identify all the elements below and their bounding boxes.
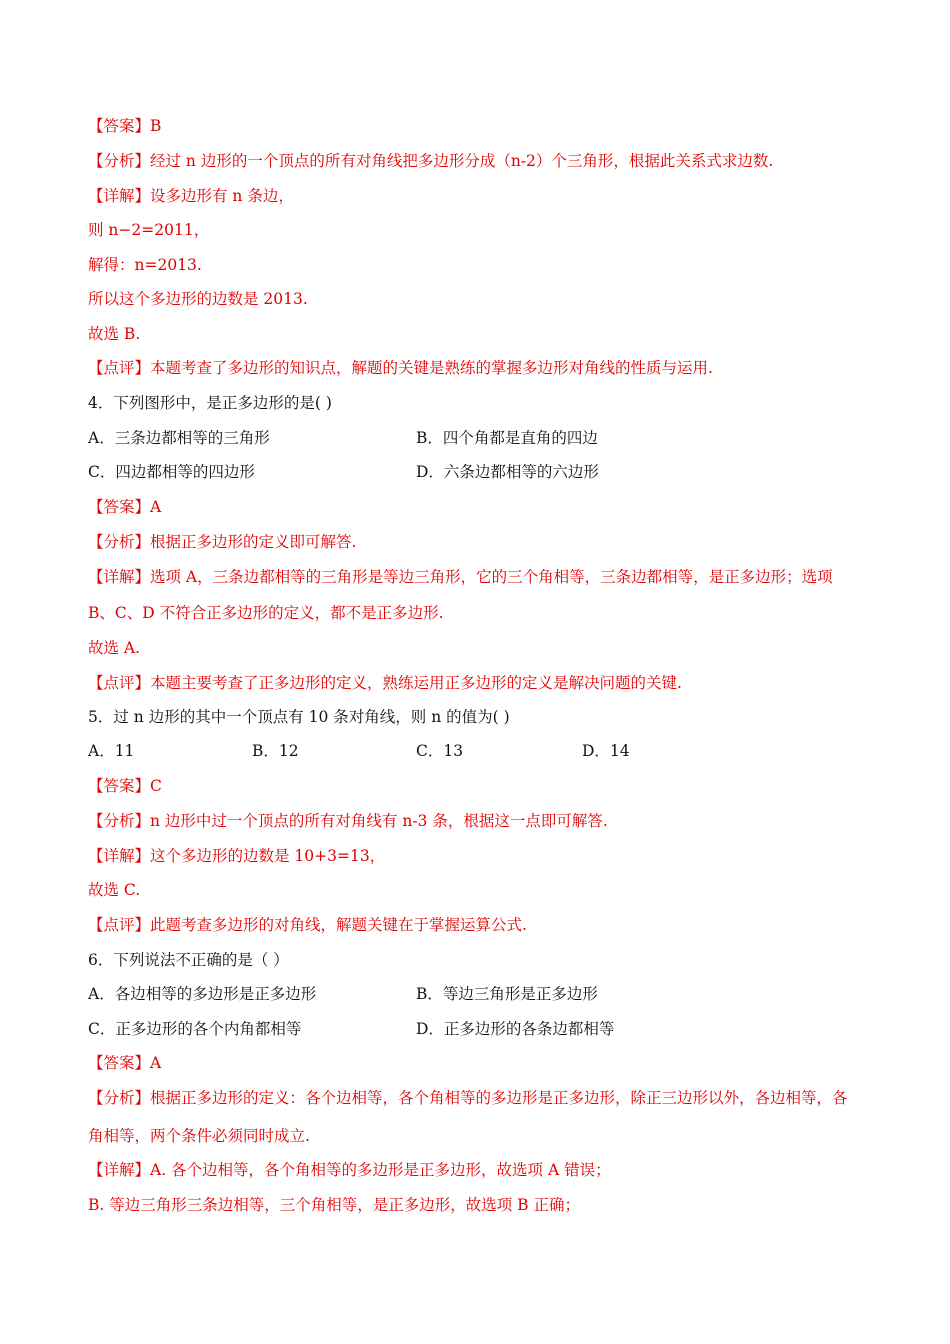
option-b: B．12 [252, 742, 299, 760]
detail-line: 【详解】这个多边形的边数是 10+3=13， [88, 847, 386, 865]
detail-line: 【详解】选项 A，三条边都相等的三角形是等边三角形，它的三个角相等，三条边都相等，是正多边形；选项 [88, 568, 833, 586]
comment-line: 【点评】此题考查多边形的对角线，解题关键在于掌握运算公式. [88, 916, 527, 934]
option-c: C．四边都相等的四边形 [88, 463, 255, 481]
analysis-line: 角相等，两个条件必须同时成立. [88, 1127, 310, 1145]
analysis-line: 【分析】经过 n 边形的一个顶点的所有对角线把多边形分成（n-2）个三角形，根据此关系式求边数. [88, 152, 774, 170]
choice-line: 故选 C. [88, 881, 141, 899]
option-b: B．等边三角形是正多边形 [416, 985, 598, 1003]
detail-line: 【详解】设多边形有 n 条边， [88, 187, 294, 205]
detail-line: B. 等边三角形三条边相等，三个角相等，是正多边形，故选项 B 正确； [88, 1196, 580, 1214]
option-a: A．11 [88, 742, 135, 760]
comment-line: 【点评】本题考查了多边形的知识点，解题的关键是熟练的掌握多边形对角线的性质与运用. [88, 359, 713, 377]
question-6: 6．下列说法不正确的是（ ） [88, 951, 289, 969]
option-a: A．各边相等的多边形是正多边形 [88, 985, 317, 1003]
answer-line: 【答案】B [88, 117, 162, 135]
answer-line: 【答案】A [88, 1054, 162, 1072]
answer-line: 【答案】A [88, 498, 162, 516]
option-c: C．13 [416, 742, 464, 760]
detail-line: B、C、D 不符合正多边形的定义，都不是正多边形. [88, 604, 444, 622]
detail-line: 【详解】A. 各个边相等，各个角相等的多边形是正多边形，故选项 A 错误； [88, 1161, 611, 1179]
option-d: D．六条边都相等的六边形 [416, 463, 599, 481]
analysis-line: 【分析】根据正多边形的定义即可解答. [88, 533, 357, 551]
detail-line: 则 n−2=2011， [88, 221, 210, 239]
option-a: A．三条边都相等的三角形 [88, 429, 270, 447]
analysis-line: 【分析】n 边形中过一个顶点的所有对角线有 n-3 条，根据这一点即可解答. [88, 812, 608, 830]
option-d: D．正多边形的各条边都相等 [416, 1020, 615, 1038]
question-5: 5．过 n 边形的其中一个顶点有 10 条对角线，则 n 的值为( ) [88, 708, 510, 726]
answer-line: 【答案】C [88, 777, 162, 795]
choice-line: 故选 B. [88, 325, 141, 343]
question-4: 4．下列图形中，是正多边形的是( ) [88, 394, 332, 412]
detail-line: 解得：n=2013. [88, 256, 202, 274]
option-c: C．正多边形的各个内角都相等 [88, 1020, 302, 1038]
comment-line: 【点评】本题主要考查了正多边形的定义，熟练运用正多边形的定义是解决问题的关键. [88, 674, 682, 692]
detail-line: 所以这个多边形的边数是 2013. [88, 290, 308, 308]
option-d: D．14 [582, 742, 630, 760]
option-b: B．四个角都是直角的四边 [416, 429, 598, 447]
choice-line: 故选 A. [88, 639, 141, 657]
analysis-line: 【分析】根据正多边形的定义：各个边相等，各个角相等的多边形是正多边形，除正三边形以外，各边相等，各 [88, 1089, 848, 1107]
